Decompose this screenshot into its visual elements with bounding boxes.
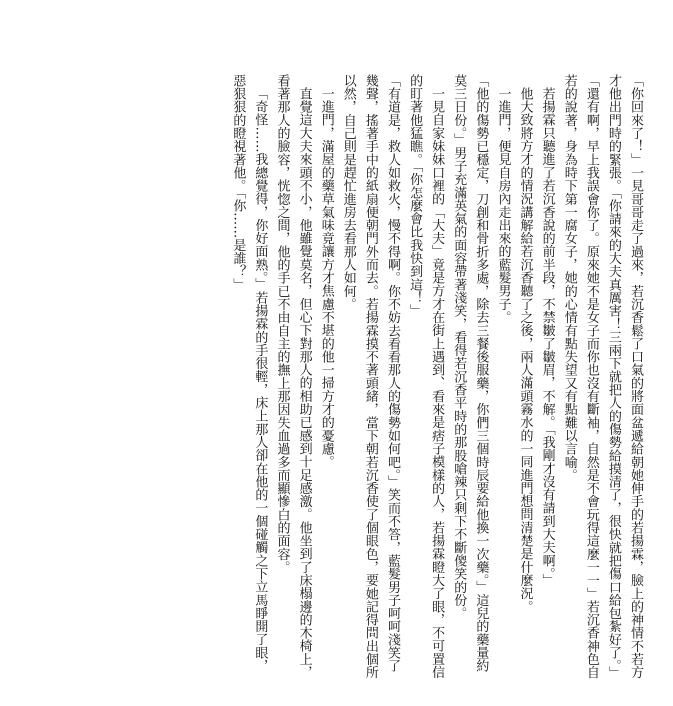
paragraph-4: 他大致將方才的情況講解給若沉香聽了之後，兩人滿頭霧水的一同進門想問清楚是什麼況。 — [517, 87, 533, 613]
paragraph-10: 直覺這大夫來頭不小，他雖覺莫名，但心下對那人的相助已感到十足感激。他坐到了床榻邊的木椅上，看著那人的臉容，恍惚之間，他的手已不由自主的撫上那因失血過多而顯慘白的面容。 — [274, 74, 312, 679]
paragraph-8: 「有道是，救人如救火，慢不得啊。你不妨去看看那人的傷勢如何吧。」笑而不答，藍髮男子呵呵淺笑了幾聲，搖著手中的紙扇便朝門外而去。若揚霖摸不著頭緒，當下朝若沉香使了個眼色，要她記得問出個所以然，自己則是趕忙進房去看那人如何。 — [340, 74, 400, 679]
paragraph-7: 一見自家妹妹口裡的「大夫」竟是方才在街上遇到、看來是痞子模樣的人，若揚霖瞪大了眼，不可置信的盯著他猛瞧。「你怎麼會比我快到這！」 — [407, 74, 445, 679]
document-page — [98, 74, 646, 684]
paragraph-5: 一進門，便見自房內走出來的藍髮男子。 — [495, 87, 511, 324]
paragraph-9: 一進門，滿屋的藥草氣味竟讓方才焦慮不堪的他一掃方才的憂慮。 — [318, 87, 334, 469]
paragraph-1: 「你回來了！」一見哥哥走了過來，若沉香鬆了口氣的將面盆遞給朝她伸手的若揚霖，臉上的神情不若方才他出門時的緊張。「你請來的大夫真厲害！三兩下就把人的傷勢給摸清了，很快就把傷口給包紮好了。」 — [605, 74, 643, 680]
vertical-text-body — [98, 74, 646, 684]
paragraph-3: 若揚霖只聽進了若沉香說的前半段，不禁皺了皺眉，不解。「我剛才沒有請到大夫啊。」 — [539, 87, 555, 587]
paragraph-2: 「還有啊，早上我誤會你了。原來她不是女子而你也沒有斷袖，自然是不會玩得這麼一一」若沉香神色自若的說著，身為時下第一腐女子，她的心情有點失望又有點難以言喻。 — [561, 74, 599, 679]
paragraph-6: 「他的傷勢已穩定，刀創和骨折多處，除去三餐後服藥，你們三個時辰要給他換一次藥。」這兒的藥量約莫三日份。」男子充滿英氣的面容帶著淺笑，看得若沉香平時的那股嗆辣只剩下不斷傻笑的份。 — [451, 74, 489, 673]
paragraph-11: 「奇怪……我總覺得，你好面熟。」若揚霖的手很輕，床上那人卻在他的一個碰觸之下立馬睜開了眼，惡狠狠的瞪視著他。「你……是誰？」 — [230, 74, 268, 673]
